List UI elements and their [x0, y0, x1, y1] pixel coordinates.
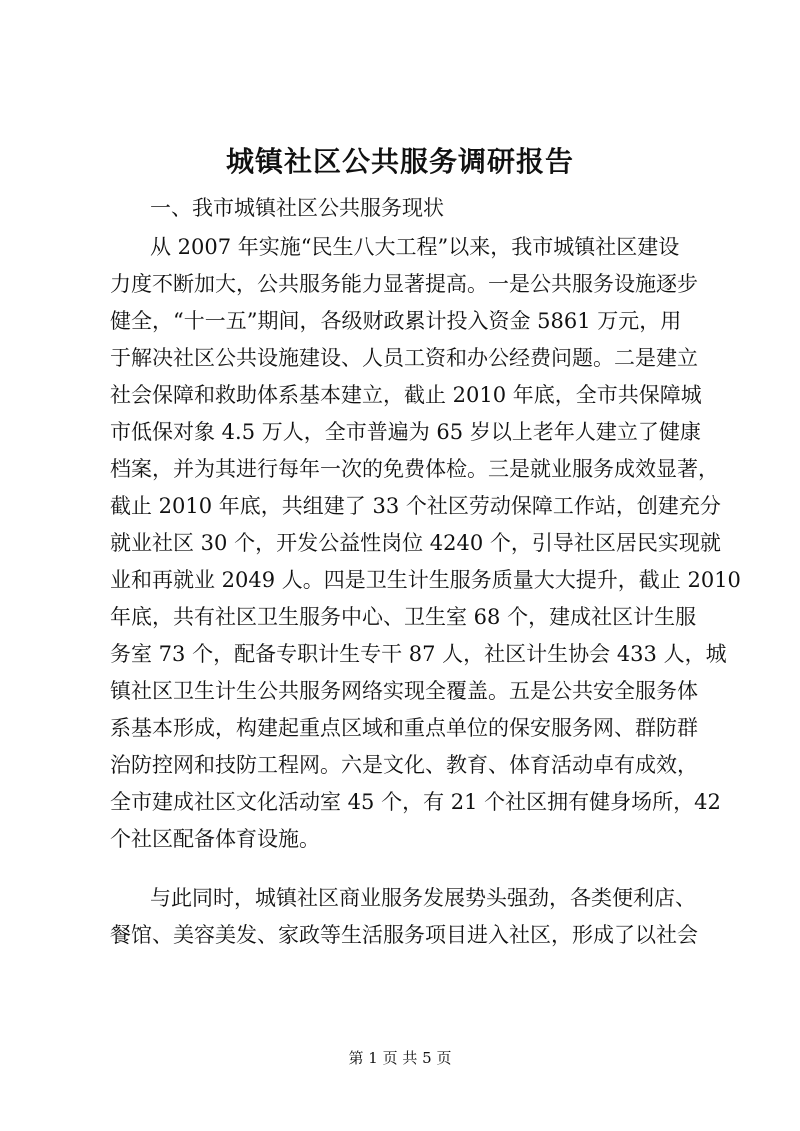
document-title: 城镇社区公共服务调研报告 — [225, 145, 574, 178]
paragraph-line: 系基本形成，构建起重点区域和重点单位的保安服务网、群防群 — [110, 716, 698, 740]
paragraph-line: 治防控网和技防工程网。六是文化、教育、体育活动卓有成效， — [110, 753, 698, 777]
paragraph-line: 截止 2010 年底，共组建了 33 个社区劳动保障工作站，创建充分 — [110, 494, 721, 518]
paragraph-line: 力度不断加大，公共服务能力显著提高。一是公共服务设施逐步 — [110, 272, 698, 296]
paragraph-line: 镇社区卫生计生公共服务网络实现全覆盖。五是公共安全服务体 — [110, 679, 698, 703]
paragraph-line: 年底，共有社区卫生服务中心、卫生室 68 个，建成社区计生服 — [110, 605, 697, 629]
paragraph-line: 餐馆、美容美发、家政等生活服务项目进入社区，形成了以社会 — [110, 923, 698, 947]
paragraph-line: 市低保对象 4.5 万人，全市普遍为 65 岁以上老年人建立了健康 — [110, 420, 701, 444]
paragraph-line: 社会保障和救助体系基本建立，截止 2010 年底，全市共保障城 — [110, 383, 702, 407]
paragraph-line: 于解决社区公共设施建设、人员工资和办公经费问题。二是建立 — [110, 346, 698, 370]
page-footer: 第 1 页 共 5 页 — [348, 1049, 452, 1067]
paragraph-line: 档案，并为其进行每年一次的免费体检。三是就业服务成效显著， — [110, 457, 719, 481]
paragraph-line: 从 2007 年实施“民生八大工程”以来，我市城镇社区建设 — [150, 235, 680, 259]
paragraph-line: 全市建成社区文化活动室 45 个，有 21 个社区拥有健身场所，42 — [110, 790, 721, 814]
paragraph-line: 个社区配备体育设施。 — [110, 827, 320, 851]
paragraph-line: 就业社区 30 个，开发公益性岗位 4240 个，引导社区居民实现就 — [110, 531, 721, 555]
paragraph-line: 与此同时，城镇社区商业服务发展势头强劲，各类便利店、 — [150, 886, 696, 910]
paragraph-line: 业和再就业 2049 人。四是卫生计生服务质量大大提升，截止 2010 — [110, 568, 741, 592]
section-heading: 一、我市城镇社区公共服务现状 — [150, 196, 444, 220]
paragraph-line: 健全，“十一五”期间，各级财政累计投入资金 5861 万元，用 — [110, 309, 682, 333]
paragraph-line: 务室 73 个，配备专职计生专干 87 人，社区计生协会 433 人，城 — [110, 642, 727, 666]
